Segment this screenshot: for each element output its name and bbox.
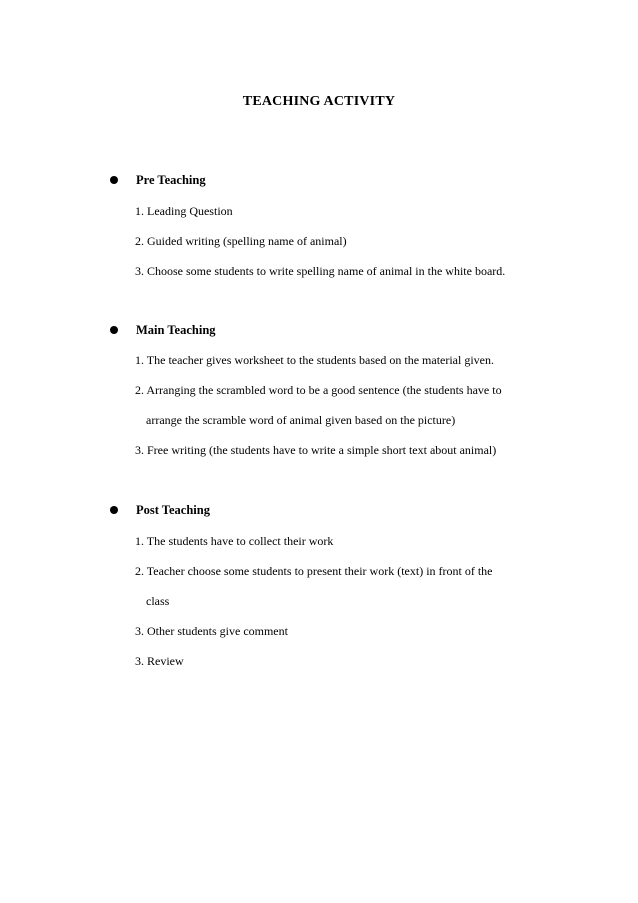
bullet-icon: [110, 326, 118, 334]
list-item-continuation: arrange the scramble word of animal given based on the picture): [146, 413, 456, 427]
list-item: 1. The teacher gives worksheet to the students based on the material given.: [135, 353, 495, 367]
section-header-main-teaching: [0, 322, 638, 338]
section-header-post-teaching: [0, 502, 638, 518]
list-item: 2. Teacher choose some students to present their work (text) in front of the: [135, 564, 493, 578]
list-item: 2. Guided writing (spelling name of animal): [135, 234, 347, 248]
list-item: 3. Choose some students to write spelling name of animal in the white board.: [135, 264, 506, 278]
section-heading: Pre Teaching: [136, 173, 206, 187]
list-item: 3. Free writing (the students have to write a simple short text about animal): [135, 443, 497, 457]
bullet-icon: [110, 506, 118, 514]
list-item: 2. Arranging the scrambled word to be a good sentence (the students have to: [135, 383, 502, 397]
list-item: 3. Review: [135, 654, 184, 668]
list-item: 1. The students have to collect their work: [135, 534, 334, 548]
list-item-continuation: class: [146, 594, 170, 608]
section-heading: Post Teaching: [136, 503, 210, 517]
section-heading: Main Teaching: [136, 323, 216, 337]
list-item: 1. Leading Question: [135, 204, 233, 218]
list-item: 3. Other students give comment: [135, 624, 288, 638]
section-header-pre-teaching: [0, 172, 638, 188]
page-title: TEACHING ACTIVITY: [242, 94, 396, 109]
bullet-icon: [110, 176, 118, 184]
